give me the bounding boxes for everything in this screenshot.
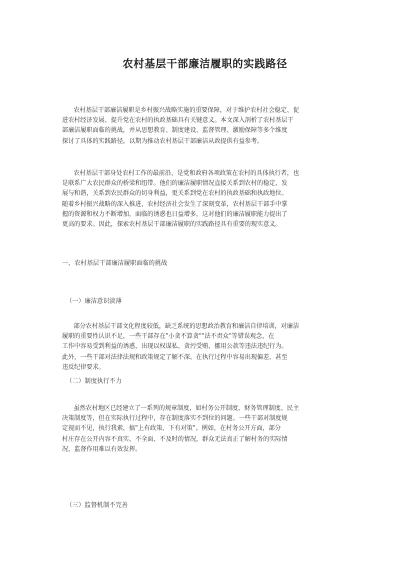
text-line: 农村基层干部廉洁履职是乡村振兴战略实施的重要保障，对于维护农村社会稳定、促 xyxy=(73,107,300,114)
text-line: 部分农村基层干部文化程度较低，缺乏系统的思想政治教育和廉洁自律培训，对廉洁 xyxy=(73,323,300,330)
text-line: 探讨了具体的实践路径，以期为推动农村基层干部廉洁从政提供有益参考。 xyxy=(62,137,264,145)
text-line: 此外，一些干部对法律法规和政策规定了解不深，在执行过程中容易出现偏差，甚至 xyxy=(62,353,288,361)
section-heading: 一、农村基层干部廉洁履职面临的挑战 xyxy=(62,260,168,267)
text-line: 村庄存在公开内容不真实、不全面、不及时的情况，群众无法真正了解村务的实际情 xyxy=(62,435,288,443)
text-line: 虽然农村地区已经建立了一系列的规章制度，如村务公开制度、财务管理制度、民主 xyxy=(73,405,300,412)
text-line: 随着乡村振兴战略的深入推进，农村经济社会发生了深刻变革，农村基层干部手中掌 xyxy=(62,200,288,208)
intro-paragraph xyxy=(62,169,352,230)
text-line: 农村基层干部身处农村工作的最前沿，是党和政府各项政策在农村的具体执行者，也 xyxy=(73,170,300,177)
text-line: 握的资源和权力不断增加，面临的诱惑也日益增多，这对他们的廉洁履职能力提出了 xyxy=(62,210,288,218)
text-line: 是联系广大农民群众的桥梁和纽带。他们的廉洁履职情况直接关系到农村的稳定、发 xyxy=(62,180,288,188)
challenge-1-paragraph xyxy=(62,322,352,373)
subheading-3: （三）监督机制不完善 xyxy=(66,502,128,509)
text-line: 履职的重要性认识不足，一些干部存在"小贪不算贪""法不责众"等错误观念，在 xyxy=(62,333,275,341)
challenge-2-paragraph xyxy=(62,404,352,455)
text-line: 定视而不见，执行我素，搞"上有政策、下有对策"。例如，在村务公开方面，部分 xyxy=(62,425,281,433)
text-line: 展与和谐，关系到农民群众的切身利益，更关系到党在农村的执政基础和执政地位。 xyxy=(62,190,288,198)
text-line: 违反纪律要求。 xyxy=(62,363,105,371)
text-line: 况，监督作用难以有效发挥。 xyxy=(62,445,142,453)
subheading-1: （一）廉洁意识淡薄 xyxy=(66,298,122,305)
text-line: 部廉洁履职面临的挑战，并从思想教育、制度建设、监督管理、激励保障等多个维度 xyxy=(62,127,288,135)
abstract-paragraph xyxy=(62,106,352,147)
document-title: 农村基层干部廉洁履职的实践路径 xyxy=(122,58,288,70)
text-line: 进农村经济发展、提升党在农村的执政基础具有关键意义。本文深入剖析了农村基层干 xyxy=(62,117,294,125)
text-line: 工作中容易受到利益的诱惑，出现以权谋私、贪污受贿、挪用公款等违法违纪行为。 xyxy=(62,343,288,351)
text-line: 决策制度等，但在实际执行过程中，存在制度落实不到位的问题。一些干部对制度规 xyxy=(62,415,288,423)
text-line: 更高的要求。因此，探索农村基层干部廉洁履职的实践路径具有重要的现实意义。 xyxy=(62,221,282,229)
subheading-2: （二）制度执行不力 xyxy=(66,378,122,385)
